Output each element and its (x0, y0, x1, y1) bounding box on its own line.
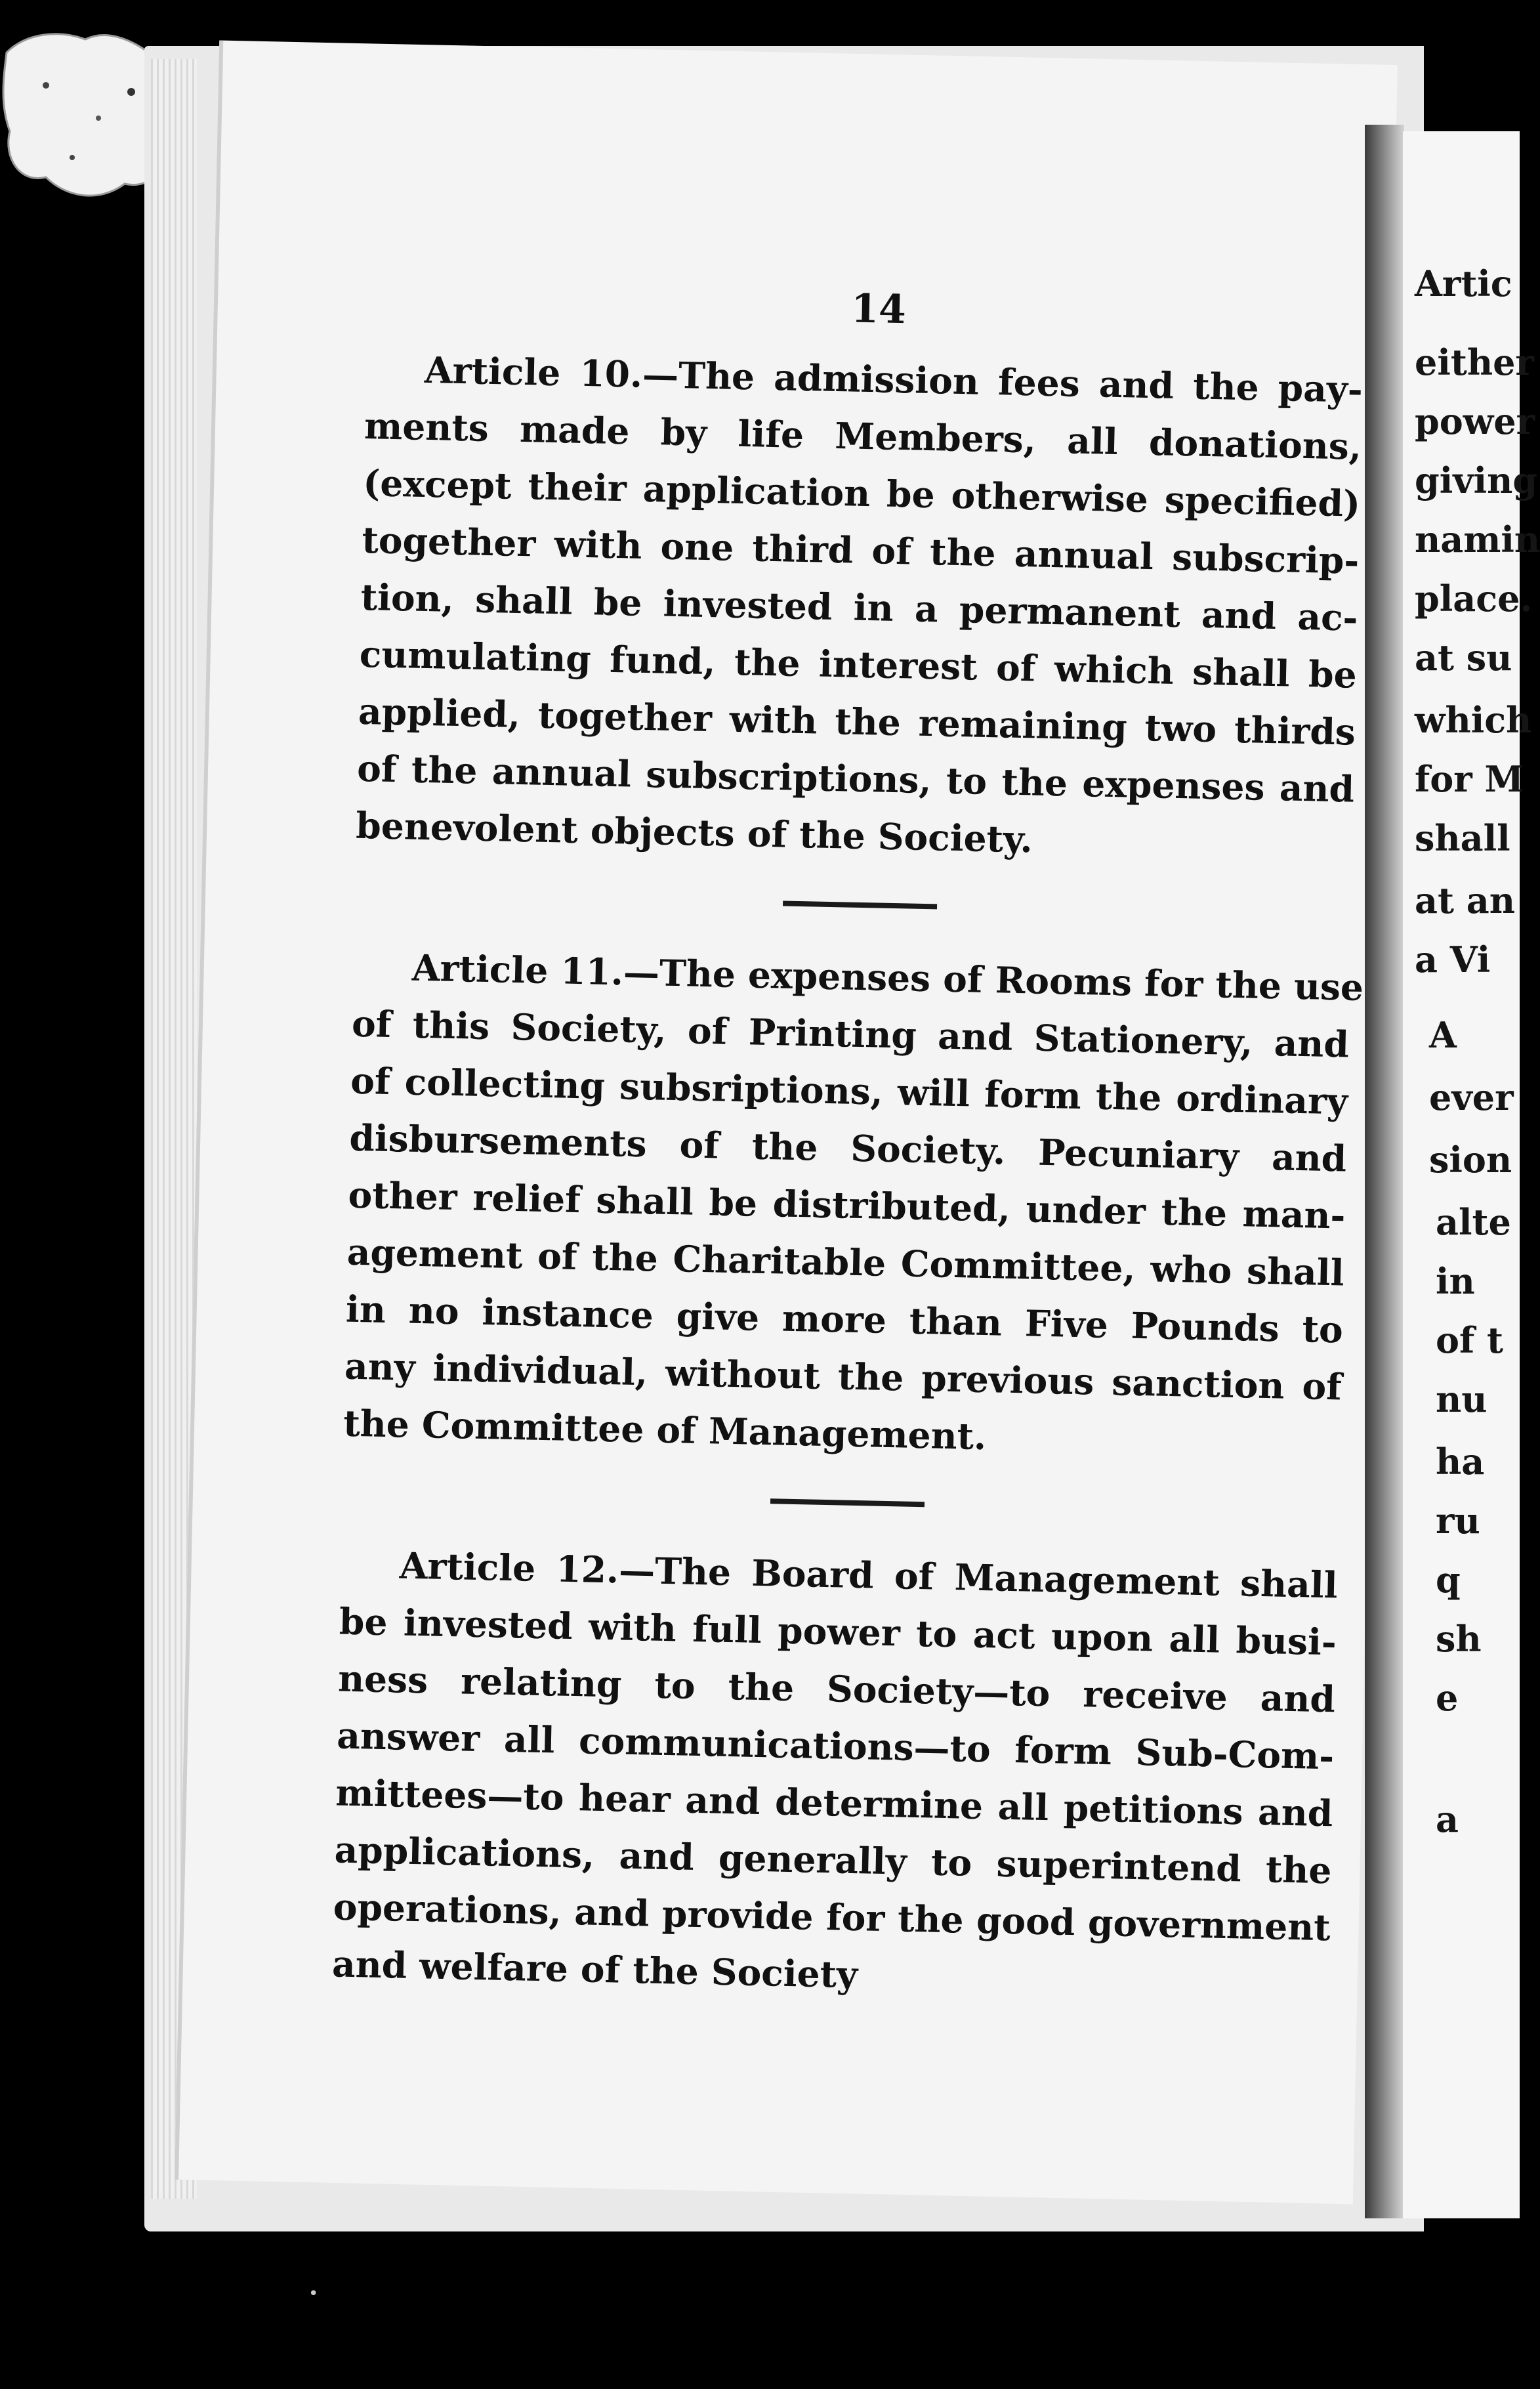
facing-page-fragment: ru (1436, 1500, 1480, 1542)
facing-page-fragment: in (1436, 1260, 1475, 1302)
facing-page-fragment: a (1436, 1798, 1459, 1840)
page-number: 14 (850, 285, 907, 333)
articles (331, 340, 1363, 2013)
facing-page-fragment: ha (1436, 1441, 1485, 1483)
scan-speck: • (308, 2284, 319, 2304)
text-line: any individual, without the previous sanction of (344, 1344, 1342, 1408)
facing-page-fragment: sh (1436, 1618, 1482, 1660)
text-line: applied, together with the remaining two thirds (358, 689, 1356, 753)
text-line: Article 12.—The Board of Management shall (399, 1544, 1339, 1607)
text-line: agement of the Charitable Committee, who shall (346, 1230, 1345, 1294)
facing-page-fragment: nu (1436, 1378, 1488, 1420)
text-line: (except their application be otherwise specified) (362, 461, 1361, 525)
facing-page-fragment: power (1415, 400, 1535, 442)
facing-page-fragment: at su (1415, 637, 1512, 679)
facing-page-fragment: either (1415, 341, 1534, 383)
text-line: of the annual subscriptions, to the expenses and (356, 746, 1355, 811)
facing-page-fragment: ever (1429, 1076, 1514, 1118)
facing-page-fragment: of t (1436, 1319, 1503, 1361)
text-line: other relief shall be distributed, under the man- (347, 1173, 1346, 1237)
text-line: applications, and generally to superintend the (334, 1828, 1333, 1892)
book-gutter (1365, 125, 1404, 2218)
text-line: disbursements of the Society. Pecuniary and (348, 1116, 1347, 1180)
facing-page-fragment: e (1436, 1677, 1459, 1719)
text-line: Article 11.—The expenses of Rooms for the use (411, 946, 1364, 1009)
facing-page-fragment: for M (1415, 758, 1524, 800)
facing-page-fragment: Artic (1415, 263, 1512, 305)
section-divider (770, 1498, 924, 1507)
text-line: ness relating to the Society—to receive and (337, 1657, 1336, 1721)
facing-page-fragment: q (1436, 1559, 1461, 1601)
article-11 (343, 938, 1364, 1473)
text-line: of collecting subsriptions, will form the ordinary (350, 1059, 1348, 1123)
facing-page-fragment: alte (1436, 1201, 1511, 1243)
facing-page-fragment: giving (1415, 459, 1538, 501)
text-line: in no instance give more than Five Pounds to (345, 1287, 1344, 1351)
text-line: be invested with full power to act upon all busi- (339, 1599, 1337, 1664)
text-line: the Committee of Management. (343, 1401, 987, 1458)
section-divider (783, 900, 937, 909)
facing-page-fragment: shall (1415, 817, 1510, 859)
text-line: ments made by life Members, all donations, (364, 404, 1362, 468)
right-page (1403, 131, 1540, 2218)
text-line: mittees—to hear and determine all petitions and (335, 1771, 1333, 1835)
text-line: tion, shall be invested in a permanent and ac- (360, 575, 1359, 639)
text-line: and welfare of the Society (331, 1942, 858, 1997)
text-line: together with one third of the annual subscrip- (361, 518, 1360, 582)
facing-page-fragment: sion (1429, 1139, 1512, 1181)
facing-page-fragment: A (1429, 1014, 1457, 1056)
text-line: benevolent objects of the Society. (355, 803, 1033, 861)
text-line: answer all communications—to form Sub-Com- (336, 1714, 1335, 1778)
facing-page-fragment: namin (1415, 518, 1540, 560)
facing-page-fragment: which (1415, 699, 1532, 741)
facing-page-fragment: place. (1415, 578, 1533, 620)
facing-page-fragment: a Vi (1415, 939, 1491, 981)
article-10 (356, 340, 1363, 875)
text-line: cumulating fund, the interest of which shall be (359, 632, 1358, 696)
article-12 (331, 1536, 1338, 2014)
text-line: of this Society, of Printing and Stationery, and (351, 1002, 1350, 1066)
page-text (331, 276, 1364, 2013)
text-line: operations, and provide for the good government (333, 1885, 1331, 1949)
text-line: Article 10.—The admission fees and the pay- (424, 348, 1363, 411)
facing-page-fragment: at an (1415, 879, 1515, 921)
